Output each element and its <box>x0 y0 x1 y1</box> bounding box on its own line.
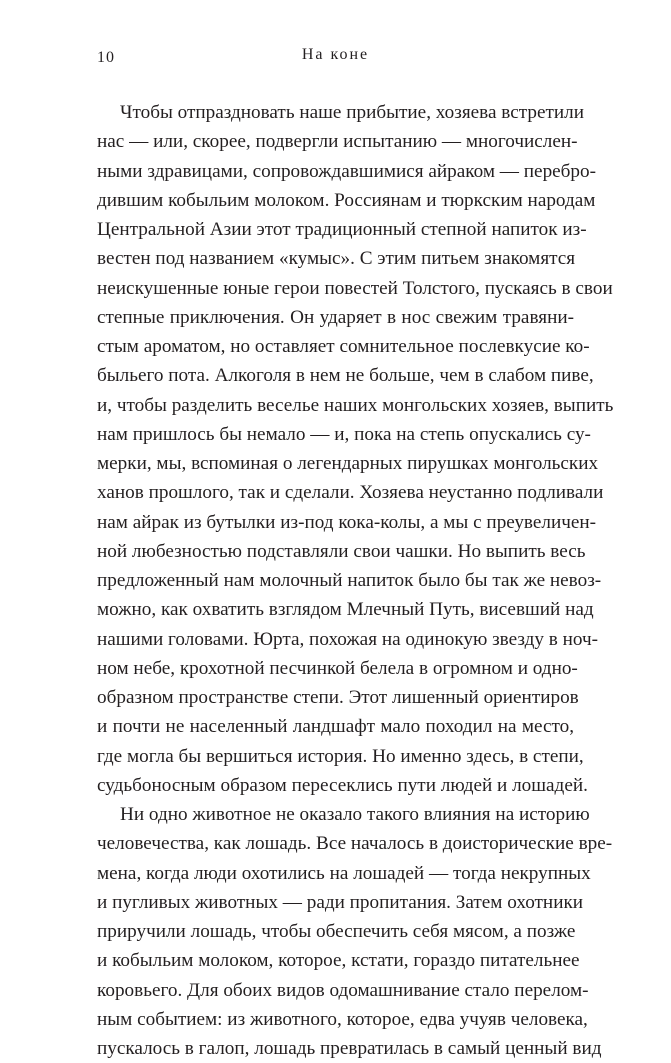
text-line: ным событием: из животного, которое, едва учуяв человека, <box>97 1008 588 1030</box>
running-head: На коне <box>301 46 370 63</box>
text-line: неискушенные юные герои повестей Толстого, пускаясь в свои <box>97 277 613 299</box>
text-line: и пугливых животных — ради пропитания. Затем охотники <box>97 891 584 913</box>
text-line: нас — или, скорее, подвергли испытанию — многочислен- <box>97 131 578 153</box>
text-line: судьбоносным образом пересеклись пути людей и лошадей. <box>97 774 588 796</box>
text-line: быльего пота. Алкоголя в нем не больше, чем в слабом пиве, <box>97 365 594 387</box>
text-line: предложенный нам молочный напиток было бы так же невоз- <box>97 570 602 591</box>
text-line: и почти не населенный ландшафт мало походил на место, <box>97 716 574 738</box>
text-line: ной любезностью подставляли свои чашки. Но выпить весь <box>97 540 586 562</box>
text-line: ными здравицами, сопровождавшимися айраком — перебро- <box>97 160 597 182</box>
text-line: можно, как охватить взглядом Млечный Путь, висевший над <box>97 599 594 621</box>
text-line: и кобыльим молоком, которое, кстати, гораздо питательнее <box>97 950 580 972</box>
text-line: где могла бы вершиться история. Но именно здесь, в степи, <box>97 745 584 767</box>
text-line: стым ароматом, но оставляет сомнительное послевкусие ко- <box>97 336 590 357</box>
text-line: образном пространстве степи. Этот лишенный ориентиров <box>97 687 579 708</box>
text-line: мерки, мы, вспоминая о легендарных пирушках монгольских <box>97 453 599 474</box>
text-line: человечества, как лошадь. Все началось в доисторические вре- <box>97 833 613 855</box>
text-line: мена, когда люди охотились на лошадей — тогда некрупных <box>97 862 591 884</box>
text-line: ном небе, крохотной песчинкой белела в огромном и одно- <box>97 657 578 679</box>
text-line: степные приключения. Он ударяет в нос свежим травяни- <box>97 306 574 328</box>
text-line: ханов прошлого, так и сделали. Хозяева неустанно подливали <box>97 482 604 504</box>
text-line: вестен под названием «кумыс». С этим питьем знакомятся <box>97 248 576 270</box>
paragraph-1 <box>97 98 614 800</box>
text-line: нашими головами. Юрта, похожая на одинокую звезду в ноч- <box>97 628 599 650</box>
text-line: пускалось в галоп, лошадь превратилась в самый ценный вид <box>97 1038 602 1059</box>
text-line: нам пришлось бы немало — и, пока на степь опускались су- <box>97 423 591 445</box>
text-line: приручили лошадь, чтобы обеспечить себя мясом, а позже <box>97 921 576 942</box>
page-number: 10 <box>97 49 115 66</box>
text-line: нам айрак из бутылки из-под кока-колы, а мы с преувеличен- <box>97 511 597 533</box>
text-line: коровьего. Для обоих видов одомашнивание стало перелом- <box>97 979 589 1001</box>
paragraph-2 <box>97 800 613 1063</box>
text-line: Ни одно животное не оказало такого влияния на историю <box>120 804 590 825</box>
text-line: и, чтобы разделить веселье наших монгольских хозяев, выпить <box>97 394 614 416</box>
text-line: Центральной Азии этот традиционный степной напиток из- <box>97 219 587 240</box>
body-text <box>97 98 614 1063</box>
text-line: Чтобы отпраздновать наше прибытие, хозяева встретили <box>120 102 584 123</box>
text-line: дившим кобыльим молоком. Россиянам и тюркским народам <box>97 189 596 211</box>
